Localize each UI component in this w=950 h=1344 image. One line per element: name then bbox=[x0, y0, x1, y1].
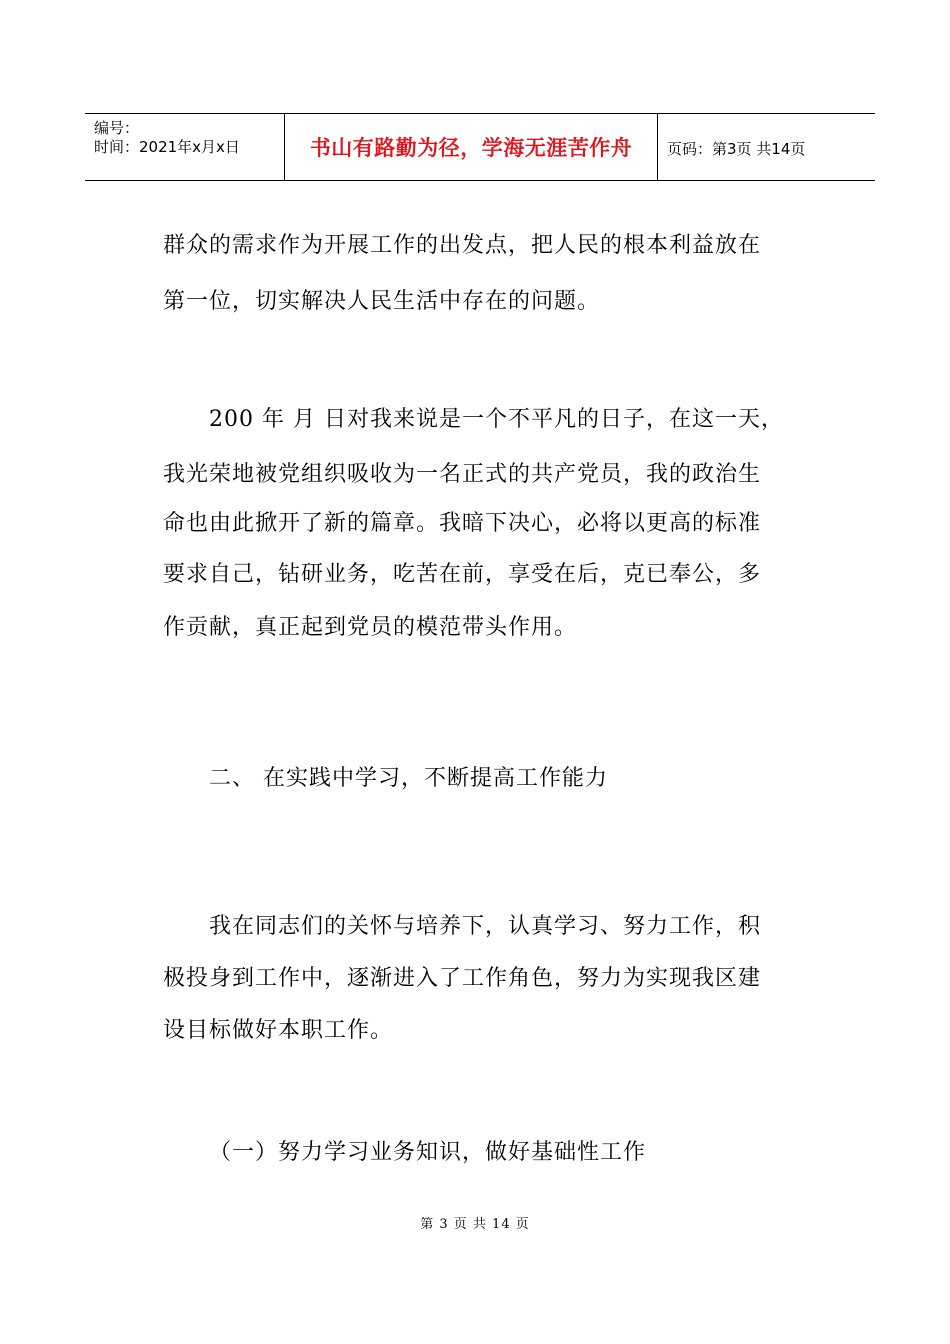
body-line: 第一位，切实解决人民生活中存在的问题。 bbox=[163, 289, 601, 314]
body-line: 群众的需求作为开展工作的出发点，把人民的根本利益放在 bbox=[163, 233, 762, 258]
section-heading: 二、 在实践中学习，不断提高工作能力 bbox=[209, 766, 608, 791]
body-line: 命也由此掀开了新的篇章。我暗下决心，必将以更高的标准 bbox=[163, 511, 762, 536]
page-footer: 第 3 页 共 14 页 bbox=[420, 1217, 530, 1232]
body-line: 我光荣地被党组织吸收为一名正式的共产党员，我的政治生 bbox=[163, 462, 762, 487]
header-page-info: 页码：第3页 共14页 bbox=[667, 140, 806, 158]
body-line: 200 年 月 日对我来说是一个不平凡的日子，在这一天， bbox=[209, 407, 784, 432]
document-time-label: 时间：2021年x月x日 bbox=[94, 138, 240, 156]
document-header bbox=[85, 113, 875, 181]
body-line: 我在同志们的关怀与培养下，认真学习、努力工作，积 bbox=[209, 914, 762, 939]
body-line: 作贡献，真正起到党员的模范带头作用。 bbox=[163, 615, 578, 640]
document-number-label: 编号： bbox=[94, 119, 140, 137]
body-line: 设目标做好本职工作。 bbox=[163, 1018, 394, 1043]
body-line: 极投身到工作中，逐渐进入了工作角色，努力为实现我区建 bbox=[163, 966, 762, 991]
subsection-heading: （一）努力学习业务知识，做好基础性工作 bbox=[209, 1140, 647, 1165]
body-line: 要求自己，钻研业务，吃苦在前，享受在后，克已奉公，多 bbox=[163, 562, 762, 587]
header-meta-cell bbox=[85, 114, 285, 180]
header-motto: 书山有路勤为径，学海无涯苦作舟 bbox=[285, 114, 658, 180]
